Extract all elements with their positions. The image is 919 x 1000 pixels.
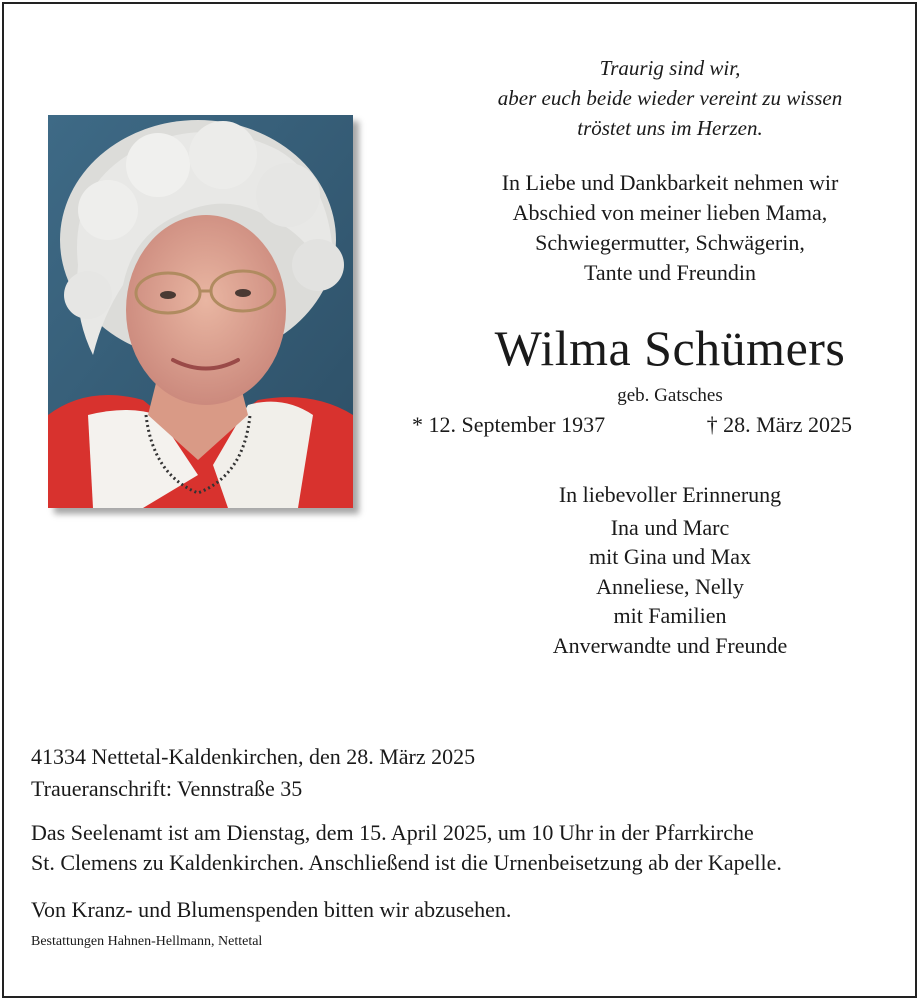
portrait-photo [48, 115, 353, 508]
mourner-name: Anneliese, Nelly [596, 573, 744, 599]
mourners-lead: In liebevoller Erinnerung [558, 482, 782, 507]
mourner-name: mit Familien [613, 603, 727, 628]
donation-note: Von Kranz- und Blumenspenden bitten wir abzusehen. [31, 897, 512, 922]
service-line: St. Clemens zu Kaldenkirchen. Anschließend ist die Urnenbeisetzung ab der Kapelle. [31, 850, 782, 875]
intro-line: Tante und Freundin [584, 260, 756, 285]
deceased-name: Wilma Schümers [494, 320, 846, 376]
motto-line: Traurig sind wir, [599, 56, 741, 80]
mourning-address: Traueranschrift: Vennstraße 35 [31, 776, 303, 801]
maiden-name: geb. Gatsches [617, 385, 723, 406]
motto-line: aber euch beide wieder vereint zu wissen [497, 86, 843, 110]
place-and-date: 41334 Nettetal-Kaldenkirchen, den 28. März 2025 [31, 744, 476, 769]
undertaker-credit: Bestattungen Hahnen-Hellmann, Nettetal [31, 934, 263, 949]
intro-line: Abschied von meiner lieben Mama, [512, 200, 828, 225]
birth-date: * 12. September 1937 [412, 412, 606, 437]
motto-verse [390, 53, 919, 143]
death-date: † 28. März 2025 [706, 412, 852, 437]
mourner-name: mit Gina und Max [589, 544, 751, 569]
farewell-intro [390, 168, 919, 288]
intro-line: In Liebe und Dankbarkeit nehmen wir [501, 170, 839, 195]
service-line: Das Seelenamt ist am Dienstag, dem 15. April 2025, um 10 Uhr in der Pfarrkirche [31, 820, 754, 845]
motto-line: tröstet uns im Herzen. [577, 116, 763, 140]
life-dates [412, 410, 852, 440]
mourners-list [390, 480, 919, 660]
service-info [31, 818, 901, 878]
mourner-name: Ina und Marc [610, 514, 730, 540]
intro-line: Schwiegermutter, Schwägerin, [535, 230, 805, 255]
mourner-name: Anverwandte und Freunde [552, 632, 788, 658]
